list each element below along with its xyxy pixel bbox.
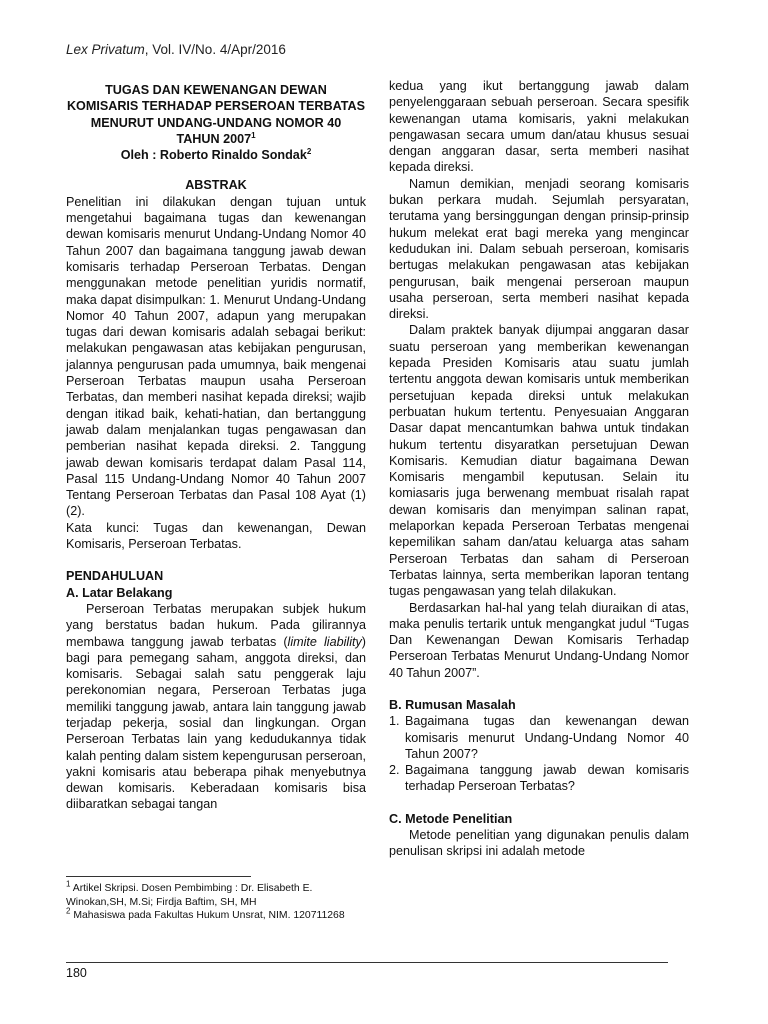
list-item <box>389 713 689 762</box>
journal-name: Lex Privatum <box>66 42 145 57</box>
metode-paragraph-1: Metode penelitian yang digunakan penulis dalam penulisan skripsi ini adalah metode <box>389 828 689 859</box>
footnote-1 <box>66 879 366 909</box>
intro-p1-part-a: Perseroan Terbatas merupakan subjek hukum yang berstatus badan hukum. Pada gilirannya membawa tanggung jawab terbatas ( <box>66 601 366 649</box>
footnote-ref-2[interactable]: 2 <box>306 147 312 156</box>
journal-issue: , Vol. IV/No. 4/Apr/2016 <box>144 42 286 57</box>
abstract-body: Penelitian ini dilakukan dengan tujuan untuk mengetahui bagaimana tugas dan kewenangan dewan komisaris menurut Undang-Undang Nomor 40 Tahun 2007 dan bagaimana tanggung jawab dewan komisaris terhadap Perseroan Terbatas. Dengan menggunakan metode penelitian yuridis normatif, maka dapat disimpulkan: 1. Menurut Undang-Undang Nomor 40 Tahun 2007, adapun yang merupakan tugas dari dewan komisaris adalah sebagai berikut: melakukan pengawasan atas kebijakan pengurusan, jalannya pengurusan pada umumnya, baik mengenai Perseroan Terbatas maupun usaha Perseroan Terbatas, dan memberi nasihat kepada direksi; wajib dengan itikad baik, kehati-hatian, dan bertanggung jawab dalam menjalankan tugas pengawasan dan pemberian nasihat kepada direksi. 2. Tanggung jawab dewan komisaris terdapat dalam Pasal 114, Pasal 115 Undang-Undang Nomor 40 Tahun 2007 Tentang Perseroan Terbatas dan Pasal 108 Ayat (1) (2). <box>66 194 366 519</box>
footnote-2 <box>66 906 366 923</box>
footnote-2-number: 2 <box>66 906 71 916</box>
footer-divider <box>66 962 668 963</box>
intro-paragraph-3: Dalam praktek banyak dijumpai anggaran dasar suatu perseroan yang memberikan kewenangan kepada Presiden Komisaris atau suatu jumlah tertentu anggota dewan komisaris untuk memberikan persetujuan kepada direksi untuk melakukan perbuatan hukum tertentu. Penyesuaian Anggaran Dasar dapat mencantumkan bahwa untuk tindakan hukum tertentu disyaratkan persetujuan Dewan Komisaris. Kemudian diatur bagaimana Dewan Komisaris mengambil keputusan. Selain itu komiasaris juga berwenang membuat risalah rapat dewan komisaris dan menyimpan salinan rapat, melaporkan kepada Perseroan Terbatas mengenai kepemilikan saham dan/atau keluarga atas saham Perseroan Terbatas dan saham di Perseroan Terbatas lainnya, serta memberikan laporan tentang tugas pengawasan yang telah dilakukan. <box>389 323 689 599</box>
intro-p1-part-b: ) bagi para pemegang saham, anggota direksi, dan komisaris. Sebagai salah satu penggerak laju perekonomian negara, Perseroan Terbatas juga memiliki tanggung jawab, antara lain tanggung jawab terjadap pekerja, sosial dan lingkungan. Organ Perseroan Terbatas lain yang kedudukannya tidak kalah penting dalam sistem kepengurusan perseroan, yakni komisaris atau beberapa pihak menyebutnya dewan komisaris. Keberadaan komisaris bisa diibaratkan sebagai tangan <box>66 634 366 812</box>
footnote-2-text: Mahasiswa pada Fakultas Hukum Unsrat, NIM. 120711268 <box>70 910 345 921</box>
title-line-2: KOMISARIS TERHADAP PERSEROAN TERBATAS <box>66 99 366 114</box>
list-item-number: 1. <box>389 714 400 729</box>
list-item-number: 2. <box>389 763 400 778</box>
research-questions-list <box>389 713 689 794</box>
intro-paragraph-1-continued: kedua yang ikut bertanggung jawab dalam penyelenggaraan sebuah perseroan. Secara spesifik kewenangan utama komisaris, yakni melakukan pengawasan secara umum dan/atau khusus sesuai dengan anggaran dasar, serta memberi nasihat kepada direksi. <box>389 79 689 175</box>
list-item <box>389 762 689 795</box>
left-column <box>66 78 366 813</box>
abstract-keywords: Kata kunci: Tugas dan kewenangan, Dewan Komisaris, Perseroan Terbatas. <box>66 520 366 552</box>
subsection-heading-metode-penelitian: C. Metode Penelitian <box>389 811 513 826</box>
author-line <box>66 147 366 163</box>
article-title <box>66 82 366 147</box>
intro-paragraph-1 <box>66 601 366 813</box>
subsection-heading-rumusan-masalah: B. Rumusan Masalah <box>389 697 516 712</box>
footnote-divider <box>66 876 251 877</box>
right-column <box>389 78 689 860</box>
title-line-4 <box>66 131 366 147</box>
list-item-text: Bagaimana tugas dan kewenangan dewan komisaris menurut Undang-Undang Nomor 40 Tahun 2007? <box>405 714 689 761</box>
intro-p1-italic: limite liability <box>287 634 362 649</box>
title-line-3: MENURUT UNDANG-UNDANG NOMOR 40 <box>90 115 342 130</box>
footnote-1-text: Artikel Skripsi. Dosen Pembimbing : Dr. Elisabeth E. Winokan,SH, M.Si; Firdja Baftim, SH, MH <box>66 883 313 908</box>
abstract-heading: ABSTRAK <box>185 178 247 193</box>
title-year: TAHUN 2007 <box>176 131 252 146</box>
page-number: 180 <box>66 966 87 980</box>
list-item-text: Bagaimana tanggung jawab dewan komisaris terhadap Perseroan Terbatas? <box>405 763 689 794</box>
section-heading-pendahuluan: PENDAHULUAN <box>66 569 164 584</box>
author-name: Oleh : Roberto Rinaldo Sondak <box>120 148 307 163</box>
intro-paragraph-2: Namun demikian, menjadi seorang komisaris bukan perkara mudah. Sejumlah persyaratan, terutama yang bersinggungan dengan prinsip-prinsip hukum melekat erat bagi mereka yang mengincar kedudukan ini. Dalam sebuah perseroan, komisaris bertugas melakukan pengawasan atas kebijakan pengurusan, baik mengenai perseroan maupun usaha perseroan, serta memberi nasihat kepada direksi. <box>389 176 689 322</box>
footnote-1-number: 1 <box>66 879 71 889</box>
title-line-1: TUGAS DAN KEWENANGAN DEWAN <box>105 83 327 97</box>
subsection-heading-latar-belakang: A. Latar Belakang <box>66 585 173 600</box>
journal-header <box>66 42 286 57</box>
intro-paragraph-4: Berdasarkan hal-hal yang telah diuraikan di atas, maka penulis tertarik untuk mengangkat judul “Tugas Dan Kewenangan Dewan Komisaris Terhadap Perseroan Terbatas Menurut Undang-Undang Nomor 40 Tahun 2007”. <box>389 600 689 680</box>
footnotes <box>66 879 366 923</box>
footnote-ref-1[interactable]: 1 <box>251 130 256 140</box>
